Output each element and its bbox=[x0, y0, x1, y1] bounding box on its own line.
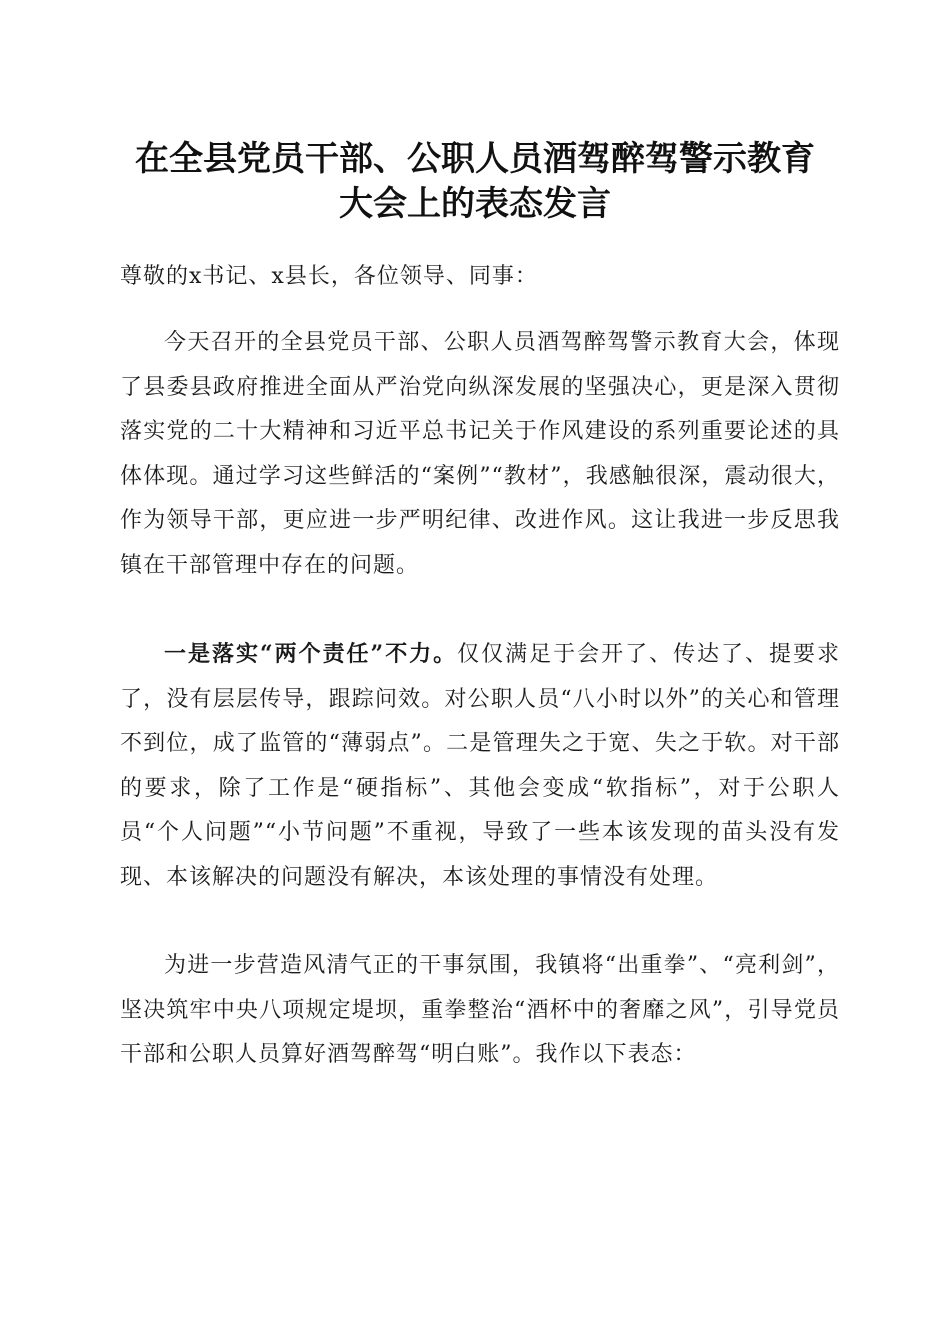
paragraph-2 bbox=[120, 632, 840, 900]
paragraph-2-text: 仅仅满足于会开了、传达了、提要求了，没有层层传导，跟踪问效。对公职人员“八小时以外”的关心和管理不到位，成了监管的“薄弱点”。二是管理失之于宽、失之于软。对干部的要求，除了工作是“硬指标”、其他会变成“软指标”，对于公职人员“个人问题”“小节问题”不重视，导致了一些本该发现的苗头没有发现、本该解决的问题没有解决，本该处理的事情没有处理。 bbox=[120, 642, 840, 890]
paragraph-2-lead: 一是落实“两个责任”不力。 bbox=[164, 641, 458, 667]
salutation: 尊敬的x书记、x县长，各位领导、同事： bbox=[120, 264, 538, 289]
document-title-line-2: 大会上的表态发言 bbox=[339, 184, 611, 224]
paragraph-3: 为进一步营造风清气正的干事氛围，我镇将“出重拳”、“亮利剑”，坚决筑牢中央八项规定堤坝，重拳整治“酒杯中的奢靡之风”，引导党员干部和公职人员算好酒驾醉驾“明白账”。我作以下表态： bbox=[120, 953, 840, 1067]
document-title-line-1: 在全县党员干部、公职人员酒驾醉驾警示教育 bbox=[135, 139, 815, 179]
paragraph-1: 今天召开的全县党员干部、公职人员酒驾醉驾警示教育大会，体现了县委县政府推进全面从严治党向纵深发展的坚强决心，更是深入贯彻落实党的二十大精神和习近平总书记关于作风建设的系列重要论述的具体体现。通过学习这些鲜活的“案例”“教材”，我感触很深，震动很大，作为领导干部，更应进一步严明纪律、改进作风。这让我进一步反思我镇在干部管理中存在的问题。 bbox=[120, 330, 840, 578]
